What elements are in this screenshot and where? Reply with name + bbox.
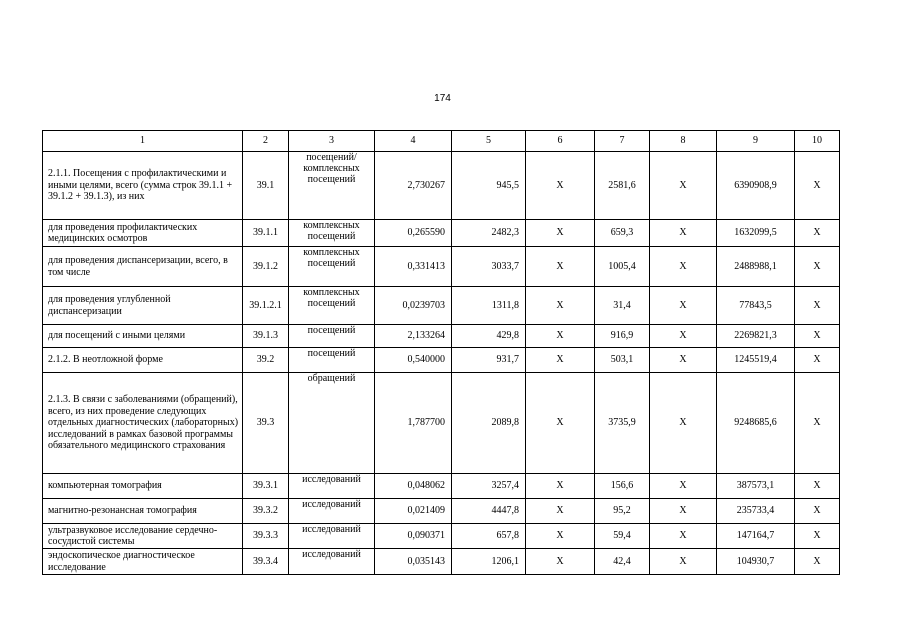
value-cell: X [795,474,840,499]
value-cell: 931,7 [452,348,526,373]
value-cell: X [526,474,595,499]
value-cell: 0,090371 [375,524,452,549]
value-cell: X [650,325,717,348]
value-cell: 657,8 [452,524,526,549]
value-cell: X [526,152,595,220]
value-cell: 6390908,9 [717,152,795,220]
value-cell: X [650,247,717,287]
value-cell: 0,540000 [375,348,452,373]
value-cell: X [650,474,717,499]
value-cell: X [526,373,595,474]
value-cell: 59,4 [595,524,650,549]
row-name-cell: ультразвуковое исследование сердечно-сосудистой системы [43,524,243,549]
row-code-cell: 39.2 [243,348,289,373]
value-cell: X [650,152,717,220]
value-cell: X [526,524,595,549]
column-header: 8 [650,131,717,152]
column-header: 10 [795,131,840,152]
value-cell: X [795,325,840,348]
value-cell: 945,5 [452,152,526,220]
value-cell: 95,2 [595,499,650,524]
value-cell: X [795,287,840,325]
value-cell: X [650,287,717,325]
value-cell: X [795,220,840,247]
row-name-cell: 2.1.3. В связи с заболеваниями (обращений), всего, из них проведение следующих отдельных диагностических (лабораторных) исследований в рамках базовой программы обязательного медицинского страхования [43,373,243,474]
row-code-cell: 39.1.2.1 [243,287,289,325]
row-unit-cell: комплексных посещений [289,220,375,247]
value-cell: X [526,549,595,575]
row-code-cell: 39.3.4 [243,549,289,575]
value-cell: X [650,220,717,247]
value-cell: X [526,220,595,247]
row-unit-cell: исследований [289,524,375,549]
row-name-cell: для проведения профилактических медицинских осмотров [43,220,243,247]
page-number: 174 [434,93,451,104]
row-code-cell: 39.1.2 [243,247,289,287]
value-cell: 3735,9 [595,373,650,474]
row-unit-cell: комплексных посещений [289,247,375,287]
row-code-cell: 39.3.3 [243,524,289,549]
table-row [43,373,840,474]
row-unit-cell: комплексных посещений [289,287,375,325]
table-row [43,287,840,325]
value-cell: X [795,152,840,220]
row-name-cell: эндоскопическое диагностическое исследование [43,549,243,575]
row-code-cell: 39.3.2 [243,499,289,524]
table-row [43,549,840,575]
value-cell: 156,6 [595,474,650,499]
value-cell: 4447,8 [452,499,526,524]
value-cell: X [526,325,595,348]
value-cell: 104930,7 [717,549,795,575]
value-cell: 503,1 [595,348,650,373]
row-name-cell: для проведения диспансеризации, всего, в том числе [43,247,243,287]
value-cell: 0,0239703 [375,287,452,325]
row-code-cell: 39.3 [243,373,289,474]
value-cell: X [650,524,717,549]
value-cell: 1,787700 [375,373,452,474]
row-unit-cell: исследований [289,474,375,499]
row-unit-cell: посещений [289,325,375,348]
value-cell: X [650,373,717,474]
row-name-cell: 2.1.1. Посещения с профилактическими и иными целями, всего (сумма строк 39.1.1 + 39.1.2 + 39.1.3), из них [43,152,243,220]
value-cell: X [526,247,595,287]
table-row [43,220,840,247]
value-cell: 0,021409 [375,499,452,524]
value-cell: 916,9 [595,325,650,348]
column-header: 4 [375,131,452,152]
value-cell: 1311,8 [452,287,526,325]
value-cell: 1245519,4 [717,348,795,373]
value-cell: 2,133264 [375,325,452,348]
row-unit-cell: обращений [289,373,375,474]
row-name-cell: магнитно-резонансная томография [43,499,243,524]
value-cell: 3257,4 [452,474,526,499]
value-cell: X [795,499,840,524]
column-header: 6 [526,131,595,152]
row-name-cell: 2.1.2. В неотложной форме [43,348,243,373]
value-cell: X [650,348,717,373]
table-row [43,348,840,373]
value-cell: 2,730267 [375,152,452,220]
value-cell: 1206,1 [452,549,526,575]
value-cell: X [795,348,840,373]
value-cell: 659,3 [595,220,650,247]
data-table [42,130,840,575]
value-cell: 0,265590 [375,220,452,247]
column-header: 7 [595,131,650,152]
row-name-cell: компьютерная томография [43,474,243,499]
value-cell: 2269821,3 [717,325,795,348]
column-header: 5 [452,131,526,152]
value-cell: X [795,373,840,474]
value-cell: 147164,7 [717,524,795,549]
column-header: 2 [243,131,289,152]
value-cell: X [795,247,840,287]
row-code-cell: 39.3.1 [243,474,289,499]
table-row [43,325,840,348]
table-row [43,524,840,549]
row-unit-cell: исследований [289,499,375,524]
value-cell: 9248685,6 [717,373,795,474]
value-cell: 2488988,1 [717,247,795,287]
value-cell: X [526,348,595,373]
value-cell: 2089,8 [452,373,526,474]
value-cell: X [526,499,595,524]
column-header: 9 [717,131,795,152]
value-cell: 0,048062 [375,474,452,499]
value-cell: 387573,1 [717,474,795,499]
value-cell: 3033,7 [452,247,526,287]
row-unit-cell: посещений [289,348,375,373]
value-cell: 31,4 [595,287,650,325]
row-name-cell: для посещений с иными целями [43,325,243,348]
value-cell: 429,8 [452,325,526,348]
column-header: 1 [43,131,243,152]
value-cell: X [795,549,840,575]
value-cell: 0,331413 [375,247,452,287]
row-code-cell: 39.1 [243,152,289,220]
column-header: 3 [289,131,375,152]
table-row [43,152,840,220]
row-code-cell: 39.1.3 [243,325,289,348]
row-name-cell: для проведения углубленной диспансеризации [43,287,243,325]
row-unit-cell: посещений/ комплексных посещений [289,152,375,220]
value-cell: 0,035143 [375,549,452,575]
value-cell: 1632099,5 [717,220,795,247]
value-cell: 2482,3 [452,220,526,247]
value-cell: 42,4 [595,549,650,575]
value-cell: 1005,4 [595,247,650,287]
value-cell: 2581,6 [595,152,650,220]
value-cell: X [650,549,717,575]
row-code-cell: 39.1.1 [243,220,289,247]
row-unit-cell: исследований [289,549,375,575]
value-cell: 77843,5 [717,287,795,325]
table-row [43,499,840,524]
value-cell: X [650,499,717,524]
table-row [43,247,840,287]
header-row [43,131,840,152]
value-cell: 235733,4 [717,499,795,524]
table-row [43,474,840,499]
value-cell: X [526,287,595,325]
value-cell: X [795,524,840,549]
